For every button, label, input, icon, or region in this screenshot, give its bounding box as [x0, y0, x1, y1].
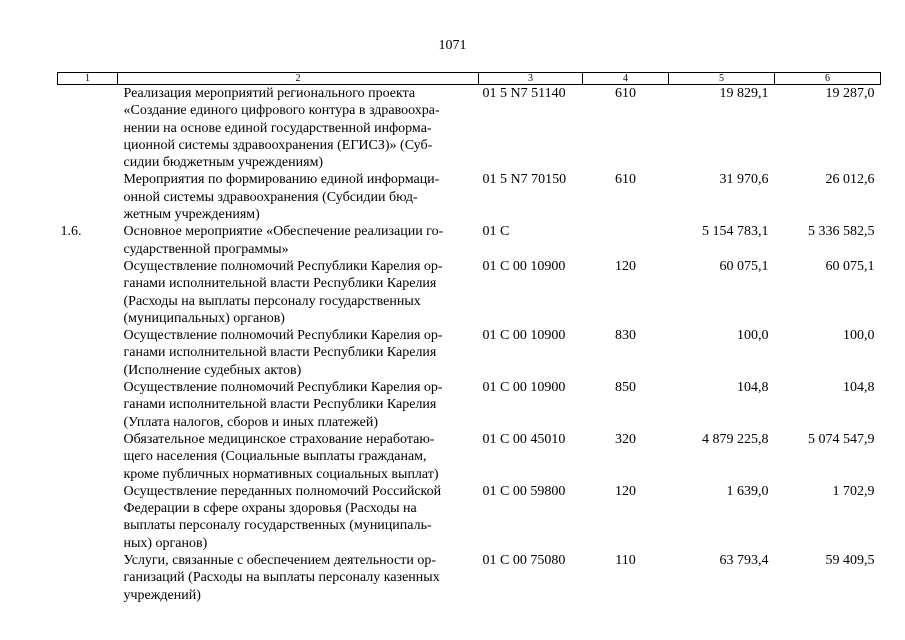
amount-col5: 100,0: [737, 328, 769, 344]
item-name: [118, 327, 479, 379]
amount-col6: 5 074 547,9: [808, 431, 875, 447]
table-row: [58, 85, 881, 172]
item-name-line: Реализация мероприятий регионального проекта: [123, 86, 416, 101]
item-name-line: ганами исполнительной власти Республики Карелия: [123, 276, 437, 292]
item-name-line: ганами исполнительной власти Республики Карелия: [123, 345, 437, 361]
column-header: 1: [58, 73, 118, 85]
expense-type: [583, 223, 669, 258]
item-name-line: (Расходы на выплаты персоналу государственных: [123, 293, 421, 309]
item-number: [58, 258, 118, 327]
item-name-line: ганизаций (Расходы на выплаты персоналу казенных: [123, 570, 440, 586]
table-row: [58, 483, 881, 552]
expense-type: 610: [615, 172, 636, 188]
item-name-line: Услуги, связанные с обеспечением деятельности ор-: [123, 553, 436, 569]
item-name-line: Осуществление полномочий Республики Карелия ор-: [123, 328, 443, 344]
item-name-line: жетным учреждениям): [123, 207, 260, 223]
item-name-line: ганами исполнительной власти Республики Карелия: [123, 397, 437, 413]
table-row: [58, 431, 881, 483]
item-name-line: (Уплата налогов, сборов и иных платежей): [123, 414, 379, 430]
item-name: [118, 483, 479, 552]
column-number-row: [58, 73, 881, 85]
expense-type: 320: [615, 431, 636, 447]
item-number: [58, 85, 118, 172]
budget-code: 01 С: [482, 224, 510, 240]
item-name-line: щего населения (Социальные выплаты гражданам,: [123, 449, 427, 465]
item-number: [58, 327, 118, 379]
budget-code: 01 5 N7 70150: [482, 172, 567, 188]
expense-type: 830: [615, 328, 636, 344]
item-name-line: «Создание единого цифрового контура в здравоохра-: [123, 103, 440, 119]
expense-type: 610: [615, 86, 636, 101]
amount-col6: 100,0: [843, 328, 875, 344]
budget-code: 01 С 00 10900: [482, 380, 566, 396]
amount-col5: 5 154 783,1: [702, 224, 769, 240]
item-number: 1.6.: [60, 224, 82, 240]
column-header: 2: [118, 73, 479, 85]
item-name-line: онной системы здравоохранения (Субсидии бюд-: [123, 189, 418, 205]
expense-type: 110: [615, 553, 636, 569]
item-name-line: Мероприятия по формированию единой информаци-: [123, 172, 440, 188]
item-number: [58, 483, 118, 552]
item-name-line: Осуществление полномочий Республики Карелия ор-: [123, 380, 443, 396]
item-number: [58, 552, 118, 604]
amount-col5: 63 793,4: [719, 553, 769, 569]
expense-type: 120: [615, 258, 636, 274]
table-body: [58, 85, 881, 604]
item-name: [118, 171, 479, 223]
item-name-line: ных) органов): [123, 535, 208, 551]
item-name-line: Обязательное медицинское страхование неработаю-: [123, 431, 435, 447]
table-row: [58, 171, 881, 223]
budget-code: 01 С 00 10900: [482, 258, 566, 274]
item-number: [58, 379, 118, 431]
item-name-line: нении на основе единой государственной информа-: [123, 120, 432, 136]
item-name-line: (муниципальных) органов): [123, 310, 285, 326]
item-name: [118, 379, 479, 431]
amount-col5: 19 829,1: [719, 86, 769, 101]
budget-code: 01 С 00 59800: [482, 483, 566, 499]
column-header: 6: [775, 73, 881, 85]
item-name: [118, 431, 479, 483]
column-header: 4: [583, 73, 669, 85]
budget-code: 01 С 00 75080: [482, 553, 566, 569]
amount-col5: 1 639,0: [726, 483, 769, 499]
item-name-line: кроме публичных нормативных социальных выплат): [123, 466, 439, 482]
item-name-line: (Исполнение судебных актов): [123, 362, 302, 378]
item-number: [58, 171, 118, 223]
column-header: 3: [479, 73, 583, 85]
amount-col6: 59 409,5: [825, 553, 875, 569]
page-number: 1071: [438, 38, 467, 53]
item-name: [118, 85, 479, 172]
item-name: [118, 552, 479, 604]
item-name-line: сидии бюджетным учреждениям): [123, 155, 324, 171]
item-name-line: сударственной программы»: [123, 241, 289, 257]
amount-col5: 31 970,6: [719, 172, 769, 188]
budget-table: [57, 72, 881, 604]
item-number: [58, 431, 118, 483]
item-name-line: Осуществление переданных полномочий Российской: [123, 483, 442, 499]
table-row: [58, 379, 881, 431]
table-row: [58, 552, 881, 604]
amount-col5: 4 879 225,8: [702, 431, 769, 447]
item-name-line: выплаты персоналу государственных (муниципаль-: [123, 518, 432, 534]
budget-code: 01 С 00 10900: [482, 328, 566, 344]
expense-type: 120: [615, 483, 636, 499]
budget-code: 01 5 N7 51140: [482, 86, 566, 101]
amount-col6: 60 075,1: [825, 258, 875, 274]
item-name-line: ционной системы здравоохранения (ЕГИСЗ)» (Суб-: [123, 137, 433, 153]
item-name: [118, 258, 479, 327]
item-name-line: учреждений): [123, 587, 201, 603]
expense-type: 850: [615, 380, 636, 396]
amount-col6: 26 012,6: [825, 172, 875, 188]
table-row: [58, 258, 881, 327]
amount-col6: 19 287,0: [825, 86, 875, 101]
budget-code: 01 С 00 45010: [482, 431, 566, 447]
column-header: 5: [669, 73, 775, 85]
amount-col6: 1 702,9: [832, 483, 875, 499]
item-name-line: Осуществление полномочий Республики Карелия ор-: [123, 258, 443, 274]
item-name: [118, 223, 479, 258]
table-header: [58, 73, 881, 85]
amount-col5: 104,8: [737, 380, 769, 396]
item-name-line: Федерации в сфере охраны здоровья (Расходы на: [123, 501, 417, 517]
amount-col5: 60 075,1: [719, 258, 769, 274]
amount-col6: 5 336 582,5: [808, 224, 875, 240]
table-row: [58, 223, 881, 258]
table-row: [58, 327, 881, 379]
item-name-line: Основное мероприятие «Обеспечение реализации го-: [123, 224, 444, 240]
amount-col6: 104,8: [843, 380, 875, 396]
